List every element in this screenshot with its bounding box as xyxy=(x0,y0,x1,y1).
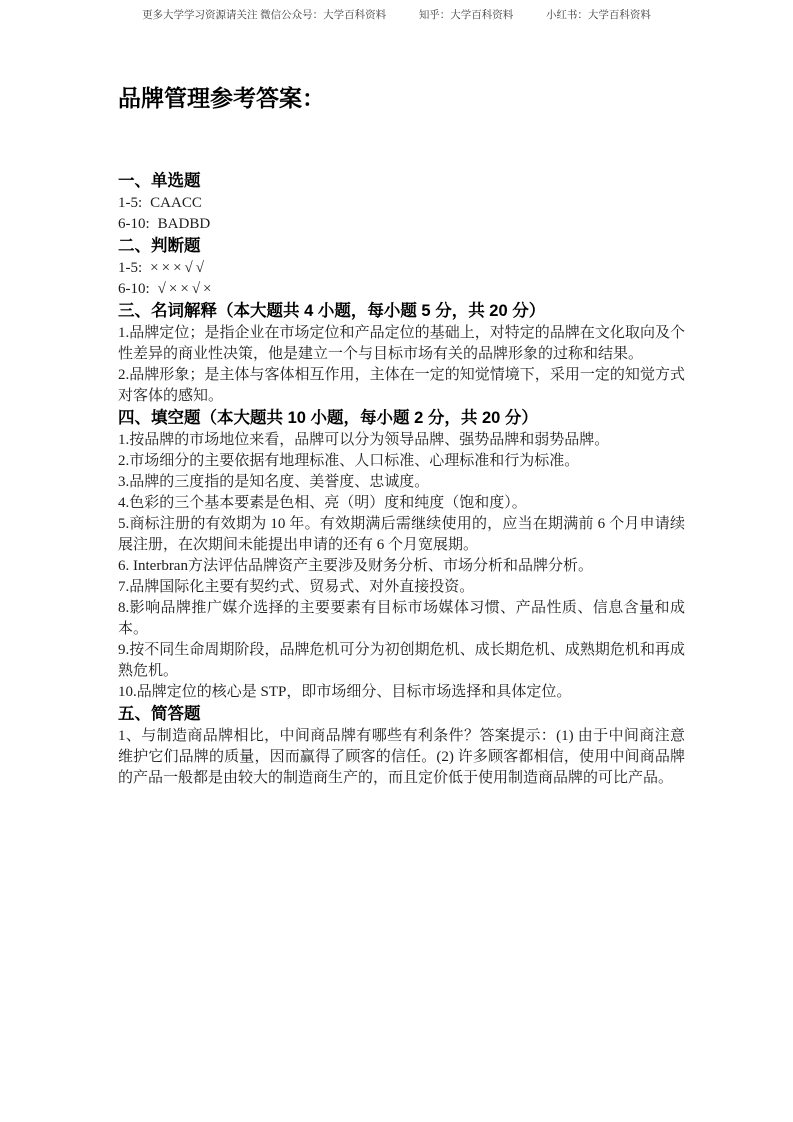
answer-paragraph: 10.品牌定位的核心是 STP，即市场细分、目标市场选择和具体定位。 xyxy=(118,684,572,700)
header-xiaohongshu-note: 小红书：大学百科资料 xyxy=(545,10,651,21)
page-header xyxy=(0,7,793,22)
answer-range: 1-5: xyxy=(118,260,143,276)
answer-paragraph: 1.品牌定位；是指企业在市场定位和产品定位的基础上，对特定的品牌在文化取向及个性差异的商业性决策，他是建立一个与目标市场有关的品牌形象的过称和结果。 xyxy=(118,325,685,362)
answer-paragraph: 7.品牌国际化主要有契约式、贸易式、对外直接投资。 xyxy=(118,579,475,595)
answer-paragraph: 9.按不同生命周期阶段，品牌危机可分为初创期危机、成长期危机、成熟期危机和再成熟危机。 xyxy=(118,642,685,679)
page-title: 品牌管理参考答案： xyxy=(118,85,325,111)
answer-paragraph: 1.按品牌的市场地位来看，品牌可以分为领导品牌、强势品牌和弱势品牌。 xyxy=(118,432,610,448)
header-wechat-note: 更多大学学习资源请关注 微信公众号：大学百科资料 xyxy=(142,10,387,21)
answer-paragraph: 8.影响品牌推广媒介选择的主要要素有目标市场媒体习惯、产品性质、信息含量和成本。 xyxy=(118,600,685,637)
section-true-false xyxy=(118,235,685,300)
answer-range: 6-10: xyxy=(118,216,150,232)
answer-paragraph: 5.商标注册的有效期为 10 年。有效期满后需继续使用的，应当在期满前 6 个月申请续展注册，在次期间未能提出申请的还有 6 个月宽展期。 xyxy=(118,516,685,553)
section-short-answer xyxy=(118,703,685,789)
section-fill-blank-heading: 四、填空题（本大题共 10 小题，每小题 2 分，共 20 分） xyxy=(118,409,538,427)
document-content xyxy=(118,84,685,789)
section-short-answer-heading: 五、简答题 xyxy=(118,705,201,723)
answer-value: CAACC xyxy=(150,195,202,211)
answer-line xyxy=(118,279,685,300)
answer-paragraph: 6. Interbran方法评估品牌资产主要涉及财务分析、市场分析和品牌分析。 xyxy=(118,558,593,574)
answer-value: √××√× xyxy=(157,281,215,297)
answer-line xyxy=(118,214,685,235)
section-single-choice-heading: 一、单选题 xyxy=(118,172,201,190)
answer-paragraph: 2.品牌形象；是主体与客体相互作用，主体在一定的知觉情境下，采用一定的知觉方式对客体的感知。 xyxy=(118,367,685,404)
answer-line xyxy=(118,258,685,279)
answer-paragraph: 4.色彩的三个基本要素是色相、亮（明）度和纯度（饱和度）。 xyxy=(118,495,527,511)
header-zhihu-note: 知乎：大学百科资料 xyxy=(418,10,514,21)
answer-value: BADBD xyxy=(157,216,211,232)
section-single-choice xyxy=(118,170,685,235)
answer-range: 1-5: xyxy=(118,195,143,211)
answer-paragraph: 2.市场细分的主要依据有地理标准、人口标准、心理标准和行为标准。 xyxy=(118,453,580,469)
section-true-false-heading: 二、判断题 xyxy=(118,237,201,255)
answer-value: ×××√√ xyxy=(150,260,208,276)
section-term-explanation xyxy=(118,300,685,407)
answer-paragraph: 1、与制造商品牌相比，中间商品牌有哪些有利条件？答案提示：(1) 由于中间商注意维护它们品牌的质量，因而赢得了顾客的信任。(2) 许多顾客都相信，使用中间商品牌的产品一般都是由较大的制造商生产的，而且定价低于使用制造商品牌的可比产品。 xyxy=(118,728,685,786)
answer-paragraph: 3.品牌的三度指的是知名度、美誉度、忠诚度。 xyxy=(118,474,430,490)
section-fill-blank xyxy=(118,407,685,703)
answer-line xyxy=(118,193,685,214)
answer-range: 6-10: xyxy=(118,281,150,297)
section-term-explanation-heading: 三、名词解释（本大题共 4 小题，每小题 5 分，共 20 分） xyxy=(118,302,546,320)
